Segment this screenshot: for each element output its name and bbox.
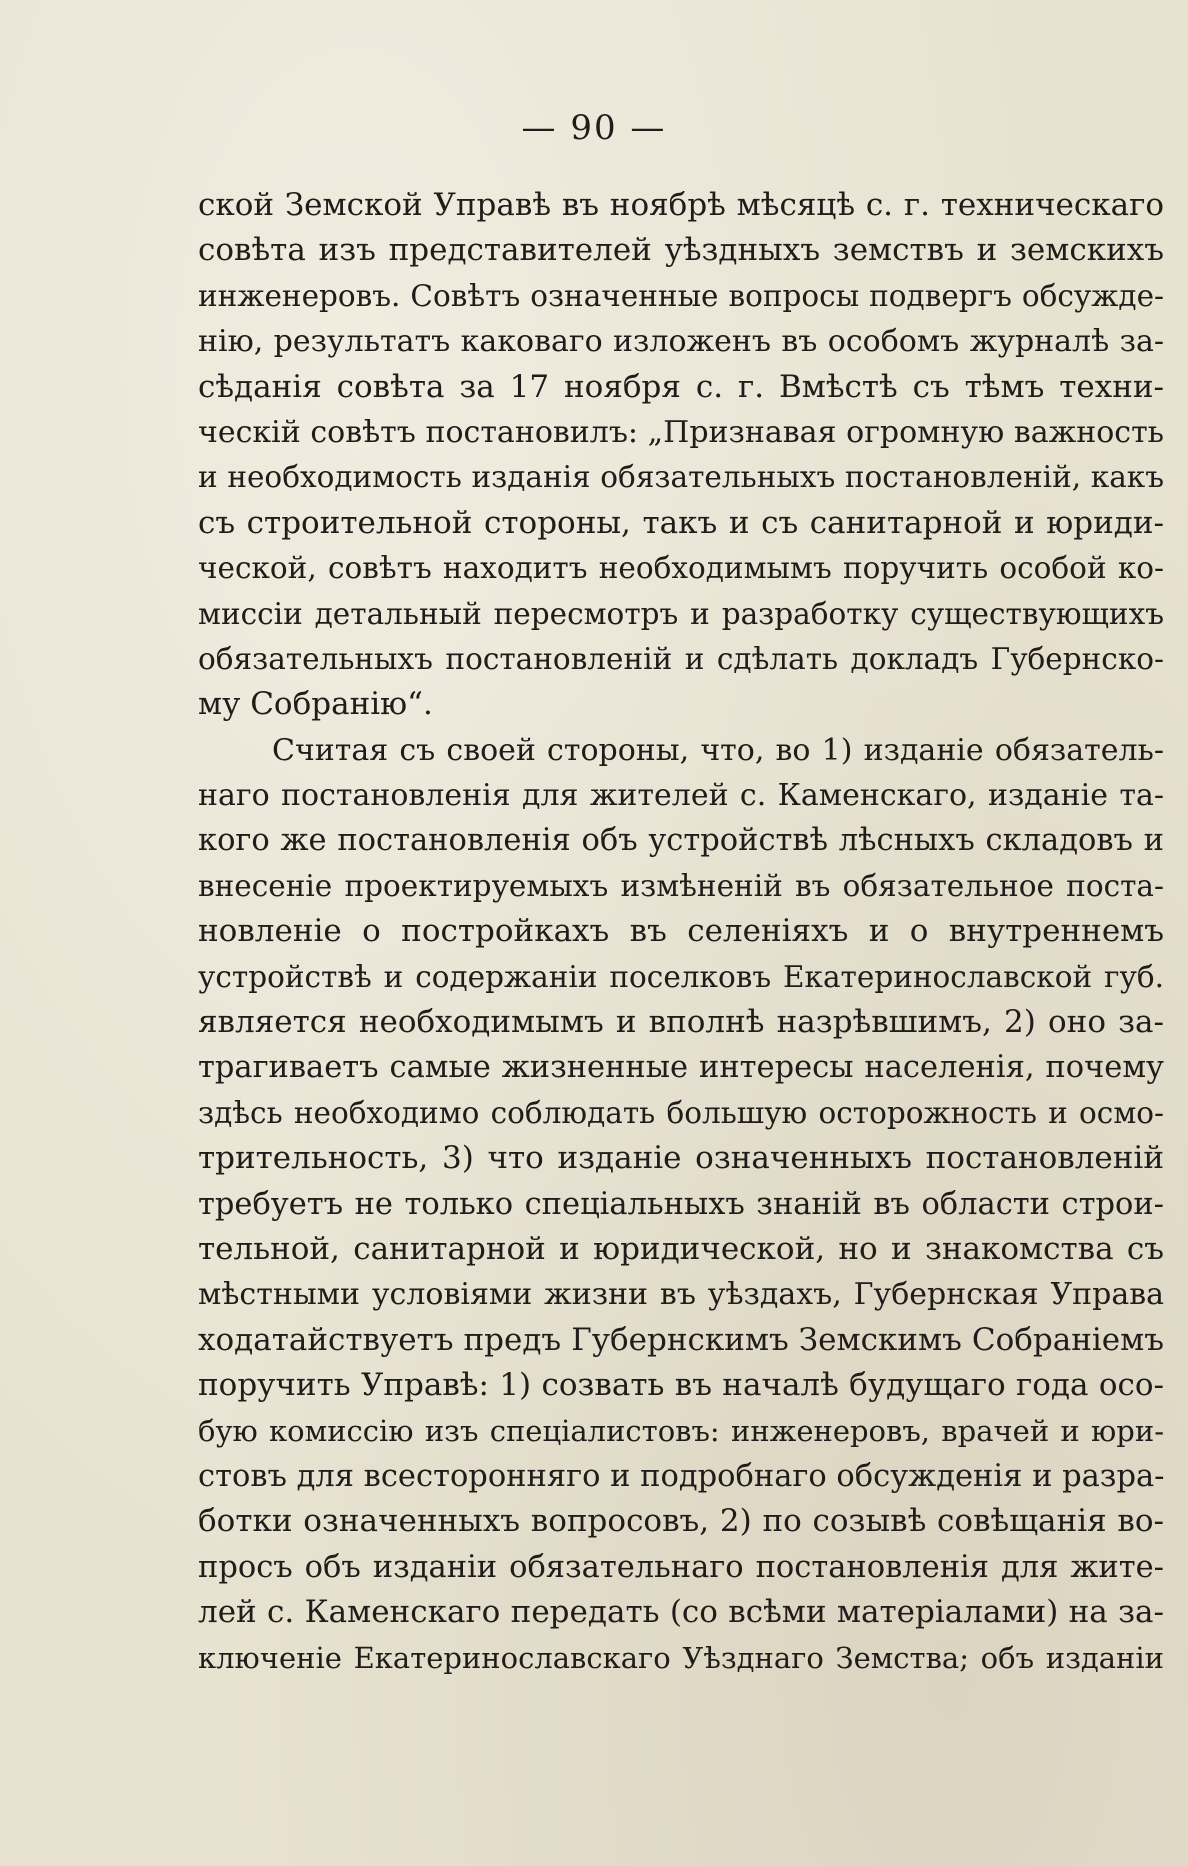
paragraph-2 [198,728,1164,1681]
page-text [198,183,1164,1681]
text-line: нію, результатъ каковаго изложенъ въ особомъ журналѣ за- [198,324,1164,360]
text-line: и необходимость изданія обязательныхъ постановленій, какъ [198,460,1164,495]
text-line: ходатайствуетъ предъ Губернскимъ Земскимъ Собраніемъ [198,1321,1164,1358]
paragraph-1 [198,183,1164,728]
text-line: бую комиссію изъ спеціалистовъ: инженеровъ, врачей и юри- [198,1413,1164,1448]
text-line: внесеніе проектируемыхъ измѣненій въ обязательное поста- [198,868,1164,903]
text-line: лей с. Каменскаго передать (со всѣми матеріалами) на за- [198,1594,1164,1631]
text-line: здѣсь необходимо соблюдать большую осторожность и осмо- [198,1095,1164,1130]
text-line: является необходимымъ и вполнѣ назрѣвшимъ, 2) оно за- [198,1004,1164,1041]
text-line: ской Земской Управѣ въ ноябрѣ мѣсяцѣ с. г. техническаго [198,187,1164,223]
text-line: стовъ для всесторонняго и подробнаго обсужденія и разра- [198,1458,1164,1494]
text-line: трагиваетъ самые жизненные интересы населенія, почему [198,1050,1164,1086]
text-line: просъ объ изданіи обязательнаго постановленія для жите- [198,1549,1164,1585]
text-line: обязательныхъ постановленій и сдѣлать докладъ Губернско- [198,641,1164,676]
text-line: сѣданія совѣта за 17 ноября с. г. Вмѣстѣ съ тѣмъ техни- [198,368,1164,405]
text-line: мѣстными условіями жизни въ уѣздахъ, Губернская Управа [198,1277,1164,1313]
page-number: — 90 — [521,108,667,148]
text-line: совѣта изъ представителей уѣздныхъ земствъ и земскихъ [198,232,1164,269]
text-line: инженеровъ. Совѣтъ означенные вопросы подвергъ обсужде- [198,278,1164,313]
text-line: кого же постановленія объ устройствѣ лѣсныхъ складовъ и [198,823,1164,859]
text-line: му Собранію“. [198,686,433,723]
text-line: миссіи детальный пересмотръ и разработку существующихъ [198,596,1164,631]
text-line: ческой, совѣтъ находитъ необходимымъ поручить особой ко- [198,551,1164,586]
text-line: поручить Управѣ: 1) созвать въ началѣ будущаго года осо- [198,1367,1164,1404]
text-line: ботки означенныхъ вопросовъ, 2) по созывѣ совѣщанія во- [198,1503,1164,1540]
text-line: ключеніе Екатеринославскаго Уѣзднаго Земства; объ изданіи [198,1640,1164,1675]
text-line: требуетъ не только спеціальныхъ знаній въ области строи- [198,1186,1164,1222]
text-line: съ строительной стороны, такъ и съ санитарной и юриди- [198,504,1164,541]
text-line: наго постановленія для жителей с. Каменскаго, изданіе та- [198,778,1164,814]
text-line: устройствѣ и содержаніи поселковъ Екатеринославской губ. [198,959,1164,994]
text-line: Считая съ своей стороны, что, во 1) изданіе обязатель- [272,732,1164,768]
text-line: тельной, санитарной и юридической, но и знакомства съ [198,1230,1164,1267]
text-line: новленіе о постройкахъ въ селеніяхъ и о внутреннемъ [198,913,1164,950]
text-line: трительность, 3) что изданіе означенныхъ постановленій [198,1140,1164,1177]
text-line: ческій совѣтъ постановилъ: „Признавая огромную важность [198,414,1164,450]
